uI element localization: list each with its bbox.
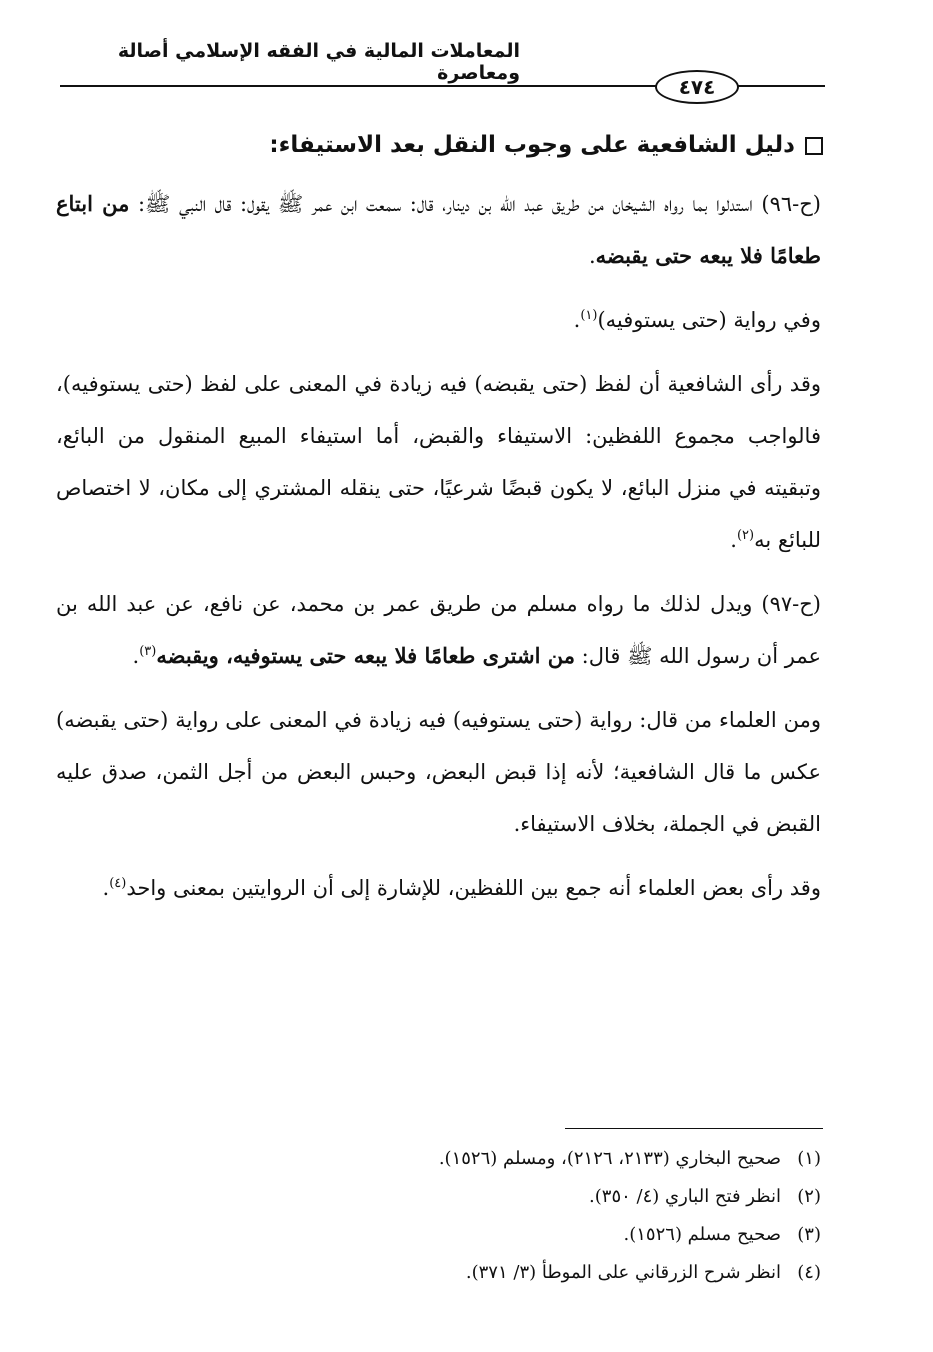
footnote-ref: (٢) xyxy=(736,528,755,543)
footnote-text: انظر فتح الباري (٤/ ٣٥٠). xyxy=(589,1186,781,1207)
running-title: المعاملات المالية في الفقه الإسلامي أصالة ومعاصرة xyxy=(117,40,520,84)
paragraph-text: ومن العلماء من قال: رواية (حتى يستوفيه) فيه زيادة في المعنى على رواية (حتى يقبضه) عكس ما قال الشافعية؛ لأنه إذا قبض البعض، وحبس البعض من أجل الثمن، صدق عليه القبض في الجملة، بخلاف الاستيفاء. xyxy=(56,708,821,836)
page-number: ٤٧٤ xyxy=(655,70,739,104)
paragraph-text: وفي رواية (حتى يستوفيه) xyxy=(597,308,821,332)
paragraph-text: . xyxy=(102,876,110,900)
footnote-item xyxy=(61,1140,821,1178)
footnote-text: انظر شرح الزرقاني على الموطأ (٣/ ٣٧١). xyxy=(465,1262,781,1283)
footnote-number: (١) xyxy=(797,1148,821,1169)
checkbox-square-icon xyxy=(805,137,823,155)
paragraph-text: . xyxy=(588,244,596,268)
footnote-number: (٣) xyxy=(797,1224,821,1245)
hadith-text: من اشترى طعامًا فلا يبعه حتى يستوفيه، ويقبضه xyxy=(156,643,575,668)
footnote-number: (٤) xyxy=(797,1262,821,1283)
paragraph-text: وقد رأى بعض العلماء أنه جمع بين اللفظين، للإشارة إلى أن الروايتين بمعنى واحد xyxy=(126,876,821,900)
paragraph xyxy=(56,578,821,682)
paragraph-text: . xyxy=(730,528,737,552)
footnote-ref: (٤) xyxy=(109,876,127,891)
paragraph xyxy=(56,862,821,914)
section-heading-text: دليل الشافعية على وجوب النقل بعد الاستيفاء: xyxy=(269,132,795,158)
footnote-number: (٢) xyxy=(797,1186,821,1207)
body-text xyxy=(56,178,821,926)
paragraph xyxy=(56,694,821,850)
paragraph-text: . xyxy=(573,308,581,332)
paragraph xyxy=(56,178,821,282)
hadith-text: من ابتاع طعامًا فلا يبعه حتى يقبضه xyxy=(56,191,821,268)
paragraph-text: . xyxy=(132,644,140,668)
paragraph xyxy=(56,294,821,346)
section-heading xyxy=(63,125,823,165)
footnote-text: صحيح مسلم (١٥٢٦). xyxy=(623,1224,781,1245)
paragraph-text: وقد رأى الشافعية أن لفظ (حتى يقبضه) فيه زيادة في المعنى على لفظ (حتى يستوفيه)، فالواجب مجموع اللفظين: الاستيفاء والقبض، أما استيفاء المبيع المنقول من البائع، وتبقيته في منزل البائع، لا يكون قبضًا شرعيًا، حتى ينقله المشتري إلى مكان، لا اختصاص للبائع به xyxy=(56,372,821,552)
footnote-item xyxy=(61,1178,821,1216)
footnote-item xyxy=(61,1216,821,1254)
footnote-ref: (١) xyxy=(580,308,598,323)
paragraph xyxy=(56,358,821,566)
footnotes xyxy=(61,1140,821,1292)
footnote-text: صحيح البخاري (٢١٣٣، ٢١٢٦)، ومسلم (١٥٢٦). xyxy=(438,1148,781,1169)
paragraph-text: (ح-٩٧) ويدل لذلك ما رواه مسلم من طريق عمر بن محمد، عن نافع، عن عبد الله بن عمر أن رسول الله ﷺ قال: xyxy=(56,592,821,668)
footnote-separator xyxy=(565,1128,823,1129)
paragraph-text: (ح-٩٦) استدلوا بما رواه الشيخان من طريق عبد الله بن دينار، قال: سمعت ابن عمر ﷺ يقول: قال النبي ﷺ: xyxy=(129,192,821,216)
footnote-item xyxy=(61,1254,821,1292)
footnote-ref: (٣) xyxy=(139,644,157,659)
